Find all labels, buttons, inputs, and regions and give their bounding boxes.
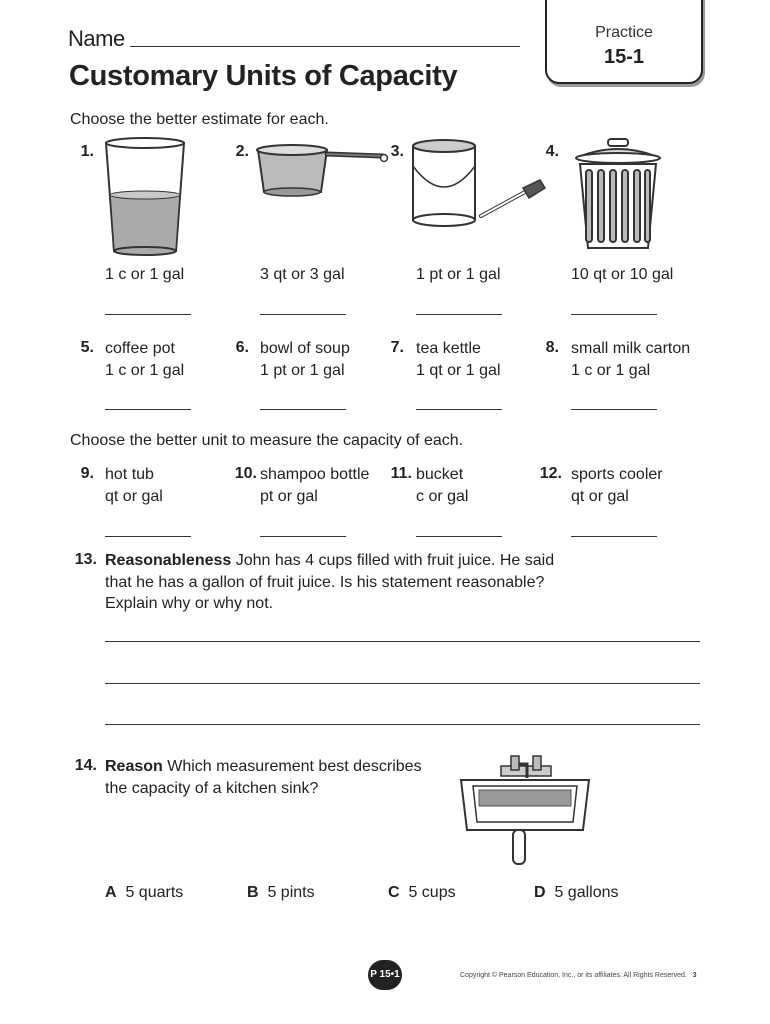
problem-options: qt or gal bbox=[571, 488, 629, 505]
answer-blank[interactable] bbox=[260, 409, 346, 410]
choice-text: 5 cups bbox=[408, 884, 456, 901]
name-label: Name bbox=[68, 26, 125, 51]
problem-options: 3 qt or 3 gal bbox=[260, 266, 345, 283]
section1-instruction: Choose the better estimate for each. bbox=[70, 111, 329, 128]
answer-blank[interactable] bbox=[260, 314, 346, 315]
q13-text: John has 4 cups filled with fruit juice. He said bbox=[235, 552, 555, 569]
problem-number: 8. bbox=[545, 339, 559, 356]
choice-letter: B bbox=[247, 884, 259, 901]
page-number: 3 bbox=[692, 972, 697, 979]
q14-text: Which measurement best describes bbox=[167, 758, 422, 775]
answer-blank[interactable] bbox=[416, 409, 502, 410]
q13-line2: that he has a gallon of fruit juice. Is his statement reasonable? bbox=[105, 574, 545, 591]
choice-text: 5 quarts bbox=[125, 884, 184, 901]
answer-blank[interactable] bbox=[571, 409, 657, 410]
practice-label: Practice bbox=[595, 24, 653, 41]
drinking-glass-icon bbox=[100, 135, 190, 257]
problem-number: 7. bbox=[390, 339, 404, 356]
answer-line[interactable] bbox=[105, 683, 700, 684]
answer-blank[interactable] bbox=[105, 314, 191, 315]
problem-label: bucket bbox=[416, 466, 464, 483]
problem-number: 10. bbox=[234, 465, 257, 482]
q13-line1 bbox=[105, 550, 705, 572]
answer-blank[interactable] bbox=[105, 536, 191, 537]
q14-line1 bbox=[105, 756, 422, 778]
answer-line[interactable] bbox=[105, 724, 700, 725]
practice-tab bbox=[545, 0, 703, 84]
kitchen-sink-icon bbox=[455, 752, 595, 868]
choice-letter: D bbox=[534, 884, 546, 901]
page-title: Customary Units of Capacity bbox=[69, 60, 458, 92]
problem-number: 9. bbox=[80, 465, 94, 482]
problem-options: 10 qt or 10 gal bbox=[571, 266, 674, 283]
problem-options: qt or gal bbox=[105, 488, 163, 505]
paint-can-icon bbox=[405, 136, 550, 236]
problem-number: 6. bbox=[235, 339, 249, 356]
problem-number: 14. bbox=[74, 757, 97, 774]
name-field[interactable] bbox=[130, 46, 520, 47]
copyright-text: Copyright © Pearson Education, Inc., or its affiliates. All Rights Reserved. bbox=[460, 972, 687, 979]
q14-heading: Reason bbox=[105, 758, 163, 775]
problem-label: shampoo bottle bbox=[260, 466, 370, 483]
copyright-notice bbox=[460, 972, 697, 979]
answer-blank[interactable] bbox=[416, 314, 502, 315]
problem-number: 2. bbox=[235, 143, 249, 160]
q13-heading: Reasonableness bbox=[105, 552, 232, 569]
problem-number: 4. bbox=[545, 143, 559, 160]
choice-d[interactable] bbox=[534, 884, 619, 902]
problem-options: pt or gal bbox=[260, 488, 318, 505]
saucepan-icon bbox=[255, 140, 390, 200]
choice-c[interactable] bbox=[388, 884, 456, 902]
choice-text: 5 gallons bbox=[554, 884, 619, 901]
problem-options: 1 qt or 1 gal bbox=[416, 362, 501, 379]
q13-line3: Explain why or why not. bbox=[105, 595, 274, 612]
problem-label: bowl of soup bbox=[260, 340, 350, 357]
page-badge: P 15•1 bbox=[368, 960, 402, 990]
choice-text: 5 pints bbox=[267, 884, 315, 901]
problem-label: sports cooler bbox=[571, 466, 663, 483]
problem-number: 3. bbox=[390, 143, 404, 160]
problem-options: c or gal bbox=[416, 488, 469, 505]
problem-options: 1 pt or 1 gal bbox=[416, 266, 501, 283]
answer-blank[interactable] bbox=[105, 409, 191, 410]
problem-label: small milk carton bbox=[571, 340, 691, 357]
problem-label: tea kettle bbox=[416, 340, 481, 357]
answer-blank[interactable] bbox=[260, 536, 346, 537]
problem-number: 12. bbox=[539, 465, 562, 482]
q14-line2: the capacity of a kitchen sink? bbox=[105, 780, 319, 797]
section2-instruction: Choose the better unit to measure the capacity of each. bbox=[70, 432, 464, 449]
answer-line[interactable] bbox=[105, 641, 700, 642]
problem-label: hot tub bbox=[105, 466, 154, 483]
answer-blank[interactable] bbox=[416, 536, 502, 537]
practice-number: 15-1 bbox=[603, 46, 645, 68]
answer-blank[interactable] bbox=[571, 536, 657, 537]
trash-can-icon bbox=[568, 136, 668, 256]
choice-letter: C bbox=[388, 884, 400, 901]
choice-a[interactable] bbox=[105, 884, 183, 902]
problem-label: coffee pot bbox=[105, 340, 175, 357]
problem-options: 1 pt or 1 gal bbox=[260, 362, 345, 379]
choice-b[interactable] bbox=[247, 884, 315, 902]
problem-number: 5. bbox=[80, 339, 94, 356]
problem-options: 1 c or 1 gal bbox=[571, 362, 651, 379]
choice-letter: A bbox=[105, 884, 117, 901]
problem-number: 13. bbox=[74, 551, 97, 568]
problem-options: 1 c or 1 gal bbox=[105, 362, 185, 379]
problem-number: 1. bbox=[80, 143, 94, 160]
problem-options: 1 c or 1 gal bbox=[105, 266, 185, 283]
answer-blank[interactable] bbox=[571, 314, 657, 315]
problem-number: 11. bbox=[390, 465, 412, 482]
